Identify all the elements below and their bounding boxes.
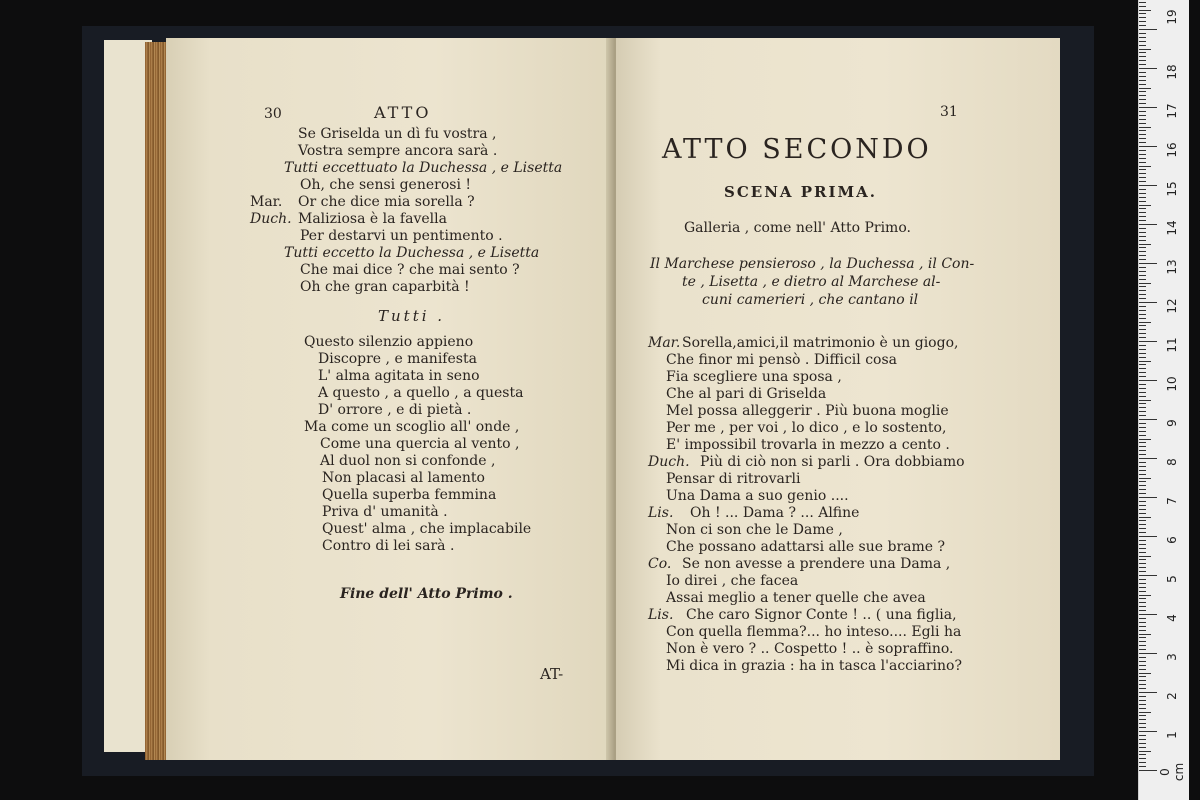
- ruler-tick: [1139, 497, 1157, 498]
- ruler-tick: [1139, 146, 1157, 147]
- ruler-tick: [1139, 513, 1146, 514]
- ruler-tick: [1139, 493, 1146, 494]
- dialogue-line: Non è vero ? .. Cospetto ! .. è sopraffino.: [666, 641, 954, 657]
- ruler-tick: [1139, 197, 1146, 198]
- stage-direction: Tutti eccettuato la Duchessa , e Lisetta: [284, 160, 563, 176]
- ruler-tick: [1139, 735, 1146, 736]
- dialogue-line: Che al pari di Griselda: [666, 386, 827, 402]
- speaker-label: Co.: [648, 556, 672, 572]
- dialogue-line: E' impossibil trovarla in mezzo a cento .: [666, 437, 950, 453]
- act-title: ATTO SECONDO: [662, 134, 932, 165]
- ruler-tick: [1139, 509, 1146, 510]
- ruler-tick: [1139, 641, 1146, 642]
- ruler-tick: [1139, 41, 1146, 42]
- ruler-tick: [1139, 474, 1146, 475]
- ruler-tick: [1139, 345, 1146, 346]
- ruler-tick: [1139, 185, 1157, 186]
- ruler-tick: [1139, 657, 1146, 658]
- ruler-tick: [1139, 25, 1146, 26]
- ruler-tick: [1139, 88, 1151, 89]
- dialogue-line: Non ci son che le Dame ,: [666, 522, 843, 538]
- ruler-tick: [1139, 232, 1146, 233]
- ruler-tick: [1139, 33, 1146, 34]
- ruler-tick: [1139, 481, 1146, 482]
- ruler-tick: [1139, 376, 1146, 377]
- ruler-tick: [1139, 649, 1146, 650]
- ruler-tick: [1139, 283, 1151, 284]
- ruler-tick: [1139, 575, 1157, 576]
- ruler-tick: [1139, 286, 1146, 287]
- dialogue-line: Una Dama a suo genio ....: [666, 488, 849, 504]
- verse-line: Che mai dice ? che mai sento ?: [300, 262, 520, 278]
- ruler-tick: [1139, 731, 1157, 732]
- ruler-tick: [1139, 212, 1146, 213]
- dialogue-line: Pensar di ritrovarli: [666, 471, 801, 487]
- ruler-tick: [1139, 688, 1146, 689]
- ruler-tick: [1139, 762, 1146, 763]
- ruler-tick: [1139, 162, 1146, 163]
- ruler-tick: [1139, 556, 1151, 557]
- page-number-right: 31: [940, 104, 958, 120]
- ruler-tick: [1139, 138, 1146, 139]
- ruler-tick: [1139, 489, 1146, 490]
- ruler-tick: [1139, 169, 1146, 170]
- scene-setting: Galleria , come nell' Atto Primo.: [684, 220, 911, 236]
- dialogue-line: Mel possa alleggerir . Più buona moglie: [666, 403, 949, 419]
- ruler-tick: [1139, 411, 1146, 412]
- ruler-tick: [1139, 255, 1146, 256]
- ruler-tick: [1139, 364, 1146, 365]
- dialogue-line: Più di ciò non si parli . Ora dobbiamo: [700, 454, 965, 470]
- ruler-tick: [1139, 567, 1146, 568]
- ruler-tick: [1139, 263, 1157, 264]
- ruler-tick: [1139, 442, 1146, 443]
- ruler-number: 14: [1165, 220, 1179, 236]
- right-page: [616, 38, 1060, 760]
- ruler-tick: [1139, 630, 1146, 631]
- dialogue-line: Io direi , che facea: [666, 573, 799, 589]
- ruler-tick: [1139, 302, 1157, 303]
- ruler-tick: [1139, 403, 1146, 404]
- dialogue-line: Oh ! ... Dama ? ... Alfine: [690, 505, 860, 521]
- ruler-tick: [1139, 446, 1146, 447]
- ruler-tick: [1139, 708, 1146, 709]
- ruler-tick: [1139, 602, 1146, 603]
- ruler-tick: [1139, 103, 1146, 104]
- ruler-tick: [1139, 645, 1146, 646]
- dialogue-line: Che caro Signor Conte ! .. ( una figlia,: [686, 607, 957, 623]
- ruler-number: 9: [1165, 419, 1179, 427]
- dialogue-line: Con quella flemma?... ho inteso.... Egli ha: [666, 624, 962, 640]
- ruler-tick: [1139, 754, 1146, 755]
- ruler-tick: [1139, 216, 1146, 217]
- ruler-tick: [1139, 368, 1146, 369]
- ruler-tick: [1139, 111, 1146, 112]
- ruler-tick: [1139, 517, 1151, 518]
- ruler-tick: [1139, 470, 1146, 471]
- ruler-tick: [1139, 64, 1146, 65]
- ruler-tick: [1139, 700, 1146, 701]
- ruler-tick: [1139, 435, 1146, 436]
- dialogue-line: Fia scegliere una sposa ,: [666, 369, 842, 385]
- ruler-tick: [1139, 353, 1146, 354]
- speaker-label: Lis.: [648, 505, 674, 521]
- verse-line: Oh, che sensi generosi !: [300, 177, 471, 193]
- ruler-number: 10: [1165, 376, 1179, 392]
- dialogue-line: Mi dica in grazia : ha in tasca l'acciarino?: [666, 658, 962, 674]
- ruler-tick: [1139, 610, 1146, 611]
- ruler-tick: [1139, 357, 1146, 358]
- ruler-tick: [1139, 454, 1146, 455]
- stage-direction: Il Marchese pensieroso , la Duchessa , il Con-: [650, 256, 975, 272]
- ruler-tick: [1139, 322, 1151, 323]
- ruler-tick: [1139, 466, 1146, 467]
- ruler-tick: [1139, 598, 1146, 599]
- dialogue-line: Che finor mi pensò . Difficil cosa: [666, 352, 897, 368]
- ruler-tick: [1139, 520, 1146, 521]
- ruler-tick: [1139, 684, 1146, 685]
- ruler-number: 17: [1165, 103, 1179, 119]
- ruler-tick: [1139, 458, 1157, 459]
- ruler-tick: [1139, 247, 1146, 248]
- ruler-number: 2: [1165, 692, 1179, 700]
- ruler-tick: [1139, 220, 1146, 221]
- ruler-number: 4: [1165, 614, 1179, 622]
- ruler-tick: [1139, 80, 1146, 81]
- chorus-line: Discopre , e manifesta: [318, 351, 477, 367]
- ruler-tick: [1139, 251, 1146, 252]
- ruler-tick: [1139, 10, 1151, 11]
- ruler-tick: [1139, 45, 1146, 46]
- page-number-left: 30: [264, 106, 282, 122]
- ruler-tick: [1139, 361, 1151, 362]
- chorus-line: L' alma agitata in seno: [318, 368, 480, 384]
- ruler-tick: [1139, 552, 1146, 553]
- ruler-tick: [1139, 127, 1151, 128]
- ruler-tick: [1139, 723, 1146, 724]
- ruler-tick: [1139, 294, 1146, 295]
- stage-direction: Tutti eccetto la Duchessa , e Lisetta: [284, 245, 540, 261]
- tutti-heading: Tutti .: [378, 307, 446, 325]
- ruler-number: 18: [1165, 64, 1179, 80]
- ruler-tick: [1139, 201, 1146, 202]
- verse-line: Per destarvi un pentimento .: [300, 228, 503, 244]
- ruler-tick: [1139, 587, 1146, 588]
- ruler-tick: [1139, 123, 1146, 124]
- ruler-tick: [1139, 306, 1146, 307]
- ruler-tick: [1139, 72, 1146, 73]
- ruler-tick: [1139, 107, 1157, 108]
- dialogue-line: Sorella,amici,il matrimonio è un giogo,: [682, 335, 959, 351]
- ruler-tick: [1139, 727, 1146, 728]
- ruler-tick: [1139, 696, 1146, 697]
- ruler-tick: [1139, 571, 1146, 572]
- ruler-tick: [1139, 267, 1146, 268]
- ruler-tick: [1139, 665, 1146, 666]
- ruler-tick: [1139, 661, 1146, 662]
- speaker-label: Mar.: [250, 194, 283, 210]
- ruler-tick: [1139, 548, 1146, 549]
- ruler-tick: [1139, 758, 1146, 759]
- stage-direction: cuni camerieri , che cantano il: [702, 292, 919, 308]
- verse-line: Or che dice mia sorella ?: [298, 194, 475, 210]
- ruler-tick: [1139, 532, 1146, 533]
- ruler-tick: [1139, 224, 1157, 225]
- ruler-tick: [1139, 637, 1146, 638]
- ruler-tick: [1139, 13, 1146, 14]
- ruler-tick: [1139, 314, 1146, 315]
- ruler-tick: [1139, 115, 1146, 116]
- ruler-tick: [1139, 298, 1146, 299]
- ruler-tick: [1139, 634, 1151, 635]
- chorus-line: A questo , a quello , a questa: [318, 385, 524, 401]
- speaker-label: Lis.: [648, 607, 674, 623]
- ruler-tick: [1139, 84, 1146, 85]
- ruler-tick: [1139, 372, 1146, 373]
- ruler-tick: [1139, 99, 1146, 100]
- ruler-tick: [1139, 680, 1146, 681]
- ruler-tick: [1139, 559, 1146, 560]
- ruler-tick: [1139, 704, 1146, 705]
- verse-line: Oh che gran caparbità !: [300, 279, 470, 295]
- ruler-tick: [1139, 439, 1151, 440]
- ruler-tick: [1139, 341, 1157, 342]
- ruler-tick: [1139, 380, 1157, 381]
- ruler-tick: [1139, 17, 1146, 18]
- chorus-line: Quest' alma , che implacabile: [322, 521, 532, 537]
- ruler-tick: [1139, 244, 1151, 245]
- ruler-tick: [1139, 583, 1146, 584]
- ruler-tick: [1139, 478, 1151, 479]
- ruler-tick: [1139, 462, 1146, 463]
- ruler-tick: [1139, 310, 1146, 311]
- ruler-unit-label: 0 cm: [1158, 762, 1186, 782]
- ruler-tick: [1139, 528, 1146, 529]
- ruler-tick: [1139, 205, 1151, 206]
- ruler-tick: [1139, 130, 1146, 131]
- verse-line: Vostra sempre ancora sarà .: [298, 143, 498, 159]
- chorus-line: Questo silenzio appieno: [304, 334, 474, 350]
- ruler-tick: [1139, 158, 1146, 159]
- ruler-tick: [1139, 743, 1146, 744]
- ruler-number: 16: [1165, 142, 1179, 158]
- ruler-tick: [1139, 349, 1146, 350]
- ruler-tick: [1139, 692, 1157, 693]
- ruler-tick: [1139, 712, 1151, 713]
- ruler-tick: [1139, 618, 1146, 619]
- ruler-number: 3: [1165, 653, 1179, 661]
- ruler-tick: [1139, 52, 1146, 53]
- ruler-tick: [1139, 384, 1146, 385]
- ruler-tick: [1139, 119, 1146, 120]
- ruler-number: 1: [1165, 731, 1179, 739]
- ruler-tick: [1139, 501, 1146, 502]
- ruler-tick: [1139, 60, 1146, 61]
- ruler-tick: [1139, 524, 1146, 525]
- ruler-number: 12: [1165, 298, 1179, 314]
- ruler-tick: [1139, 333, 1146, 334]
- ruler-tick: [1139, 290, 1146, 291]
- ruler-tick: [1139, 177, 1146, 178]
- scene-heading: SCENA PRIMA.: [724, 183, 878, 201]
- ruler-tick: [1139, 150, 1146, 151]
- ruler-number: 7: [1165, 497, 1179, 505]
- dialogue-line: Per me , per voi , lo dico , e lo sostento,: [666, 420, 947, 436]
- ruler-tick: [1139, 392, 1146, 393]
- ruler-tick: [1139, 419, 1157, 420]
- end-of-act-note: Fine dell' Atto Primo .: [340, 586, 513, 602]
- ruler-tick: [1139, 579, 1146, 580]
- ruler-tick: [1139, 544, 1146, 545]
- ruler-tick: [1139, 595, 1151, 596]
- running-header: ATTO: [374, 103, 432, 122]
- ruler-number: 11: [1165, 337, 1179, 353]
- ruler-tick: [1139, 770, 1157, 771]
- stage-direction: te , Lisetta , e dietro al Marchese al-: [682, 274, 941, 290]
- ruler-tick: [1139, 275, 1146, 276]
- ruler-tick: [1139, 142, 1146, 143]
- ruler-tick: [1139, 49, 1151, 50]
- verse-line: Se Griselda un dì fu vostra ,: [298, 126, 497, 142]
- ruler-tick: [1139, 396, 1146, 397]
- ruler-tick: [1139, 715, 1146, 716]
- ruler-tick: [1139, 154, 1146, 155]
- ruler-tick: [1139, 626, 1146, 627]
- measuring-ruler: [1138, 0, 1189, 800]
- chorus-line: Al duol non si confonde ,: [320, 453, 496, 469]
- ruler-number: 8: [1165, 458, 1179, 466]
- ruler-tick: [1139, 400, 1151, 401]
- dialogue-line: Che possano adattarsi alle sue brame ?: [666, 539, 946, 555]
- ruler-tick: [1139, 173, 1146, 174]
- ruler-tick: [1139, 68, 1157, 69]
- ruler-tick: [1139, 485, 1146, 486]
- chorus-line: Ma come un scoglio all' onde ,: [304, 419, 520, 435]
- ruler-tick: [1139, 37, 1146, 38]
- ruler-number: 15: [1165, 181, 1179, 197]
- ruler-tick: [1139, 91, 1146, 92]
- ruler-tick: [1139, 228, 1146, 229]
- chorus-line: Come una quercia al vento ,: [320, 436, 520, 452]
- ruler-tick: [1139, 591, 1146, 592]
- ruler-tick: [1139, 236, 1146, 237]
- speaker-label: Mar.: [648, 335, 681, 351]
- ruler-tick: [1139, 134, 1146, 135]
- ruler-tick: [1139, 29, 1157, 30]
- ruler-tick: [1139, 95, 1146, 96]
- left-page: [166, 38, 612, 760]
- ruler-tick: [1139, 181, 1146, 182]
- ruler-tick: [1139, 56, 1146, 57]
- ruler-tick: [1139, 676, 1146, 677]
- ruler-number: 5: [1165, 575, 1179, 583]
- ruler-tick: [1139, 329, 1146, 330]
- ruler-tick: [1139, 563, 1146, 564]
- verse-line: Maliziosa è la favella: [298, 211, 447, 227]
- ruler-tick: [1139, 325, 1146, 326]
- ruler-tick: [1139, 536, 1157, 537]
- chorus-line: D' orrore , e di pietà .: [318, 402, 472, 418]
- ruler-tick: [1139, 193, 1146, 194]
- ruler-tick: [1139, 240, 1146, 241]
- ruler-tick: [1139, 337, 1146, 338]
- dialogue-line: Assai meglio a tener quelle che avea: [666, 590, 926, 606]
- ruler-tick: [1139, 2, 1146, 3]
- ruler-tick: [1139, 505, 1146, 506]
- ruler-number: 19: [1165, 9, 1179, 25]
- ruler-tick: [1139, 166, 1151, 167]
- ruler-tick: [1139, 766, 1146, 767]
- ruler-tick: [1139, 76, 1146, 77]
- ruler-tick: [1139, 747, 1146, 748]
- chorus-line: Non placasi al lamento: [322, 470, 485, 486]
- ruler-number: 13: [1165, 259, 1179, 275]
- dialogue-line: Se non avesse a prendere una Dama ,: [682, 556, 951, 572]
- ruler-tick: [1139, 751, 1151, 752]
- ruler-tick: [1139, 407, 1146, 408]
- ruler-tick: [1139, 614, 1157, 615]
- ruler-tick: [1139, 622, 1146, 623]
- ruler-tick: [1139, 739, 1146, 740]
- ruler-tick: [1139, 450, 1146, 451]
- ruler-tick: [1139, 189, 1146, 190]
- ruler-tick: [1139, 673, 1151, 674]
- ruler-tick: [1139, 318, 1146, 319]
- ruler-tick: [1139, 427, 1146, 428]
- chorus-line: Priva d' umanità .: [322, 504, 448, 520]
- ruler-tick: [1139, 388, 1146, 389]
- speaker-label: Duch.: [250, 211, 292, 227]
- chorus-line: Contro di lei sarà .: [322, 538, 455, 554]
- ruler-tick: [1139, 669, 1146, 670]
- catchword: AT-: [540, 665, 564, 683]
- ruler-tick: [1139, 423, 1146, 424]
- ruler-tick: [1139, 719, 1146, 720]
- ruler-tick: [1139, 271, 1146, 272]
- ruler-tick: [1139, 6, 1146, 7]
- ruler-number: 6: [1165, 536, 1179, 544]
- chorus-line: Quella superba femmina: [322, 487, 497, 503]
- speaker-label: Duch.: [648, 454, 690, 470]
- ruler-tick: [1139, 653, 1157, 654]
- ruler-tick: [1139, 259, 1146, 260]
- ruler-tick: [1139, 415, 1146, 416]
- ruler-tick: [1139, 540, 1146, 541]
- ruler-tick: [1139, 21, 1146, 22]
- ruler-tick: [1139, 279, 1146, 280]
- ruler-tick: [1139, 431, 1146, 432]
- ruler-tick: [1139, 606, 1146, 607]
- ruler-tick: [1139, 208, 1146, 209]
